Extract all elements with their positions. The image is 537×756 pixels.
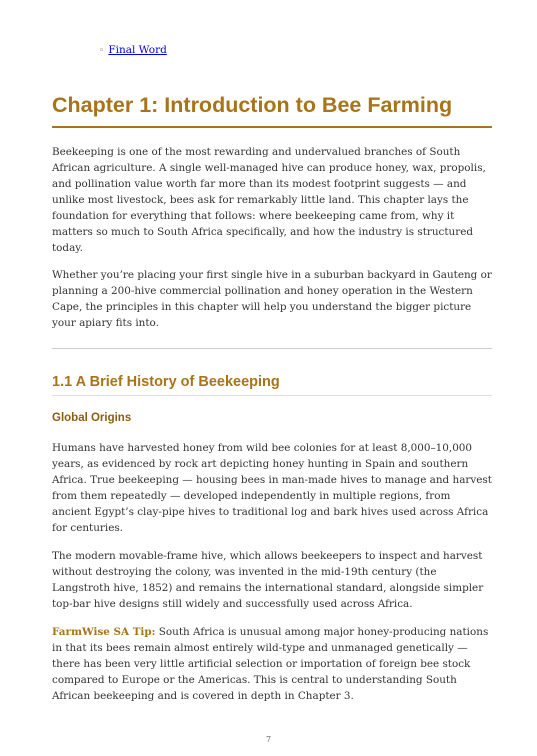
history-paragraph-2: The modern movable-frame hive, which allows beekeepers to inspect and harvest without destroying the colony, was invented in the mid-19th century (the Langstroth hive, 1852) and remains the international standard, alongside simpler top-bar hive designs still widely and successfully used across Africa.: [52, 550, 484, 610]
tip-text: South Africa is unusual among major honey-producing nations in that its bees remain almost entirely wild-type and unmanaged genetically — there has been very little artificial selection or importation of foreign bee stock compared to Europe or the Americas. This is central to understanding South African beekeeping and is covered in depth in Chapter 3.: [52, 626, 489, 702]
intro-paragraph-1: Beekeeping is one of the most rewarding and undervalued branches of South African agriculture. A single well-managed hive can produce honey, wax, propolis, and pollination value worth far more than its modest footprint suggests — and unlike most livestock, bees ask for remarkably little land. This chapter lays the foundation for everything that follows: where beekeeping came from, why it matters so much to South Africa specifically, and how the industry is structured today.: [52, 146, 486, 254]
chapter-title-rule: [52, 126, 492, 128]
toc-bullet: ◦: [99, 46, 105, 56]
page-number: 7: [265, 735, 272, 744]
toc-list-item: [99, 43, 167, 58]
section-title: 1.1 A Brief History of Beekeeping: [52, 374, 280, 390]
history-paragraph-1: Humans have harvested honey from wild bee colonies for at least 8,000–10,000 years, as evidenced by rock art depicting honey hunting in Spain and southern Africa. True beekeeping — housing bees in man-made hives to manage and harvest from them repeatedly — developed independently in multiple regions, from ancient Egypt’s clay-pipe hives to traditional log and bark hives used across Africa for centuries.: [52, 442, 492, 534]
chapter-title: Chapter 1: Introduction to Bee Farming: [52, 93, 453, 117]
intro-paragraph-2: Whether you’re placing your first single hive in a suburban backyard in Gauteng or planning a 200-hive commercial pollination and honey operation in the Western Cape, the principles in this chapter will help you understand the bigger picture your apiary fits into.: [52, 269, 492, 329]
tip-paragraph: [52, 624, 492, 704]
subsection-title: Global Origins: [52, 412, 132, 424]
toc-link-final-word[interactable]: Final Word: [108, 44, 167, 56]
section-divider: [52, 348, 492, 349]
tip-label: FarmWise SA Tip:: [52, 626, 156, 638]
section-title-rule: [52, 395, 492, 396]
